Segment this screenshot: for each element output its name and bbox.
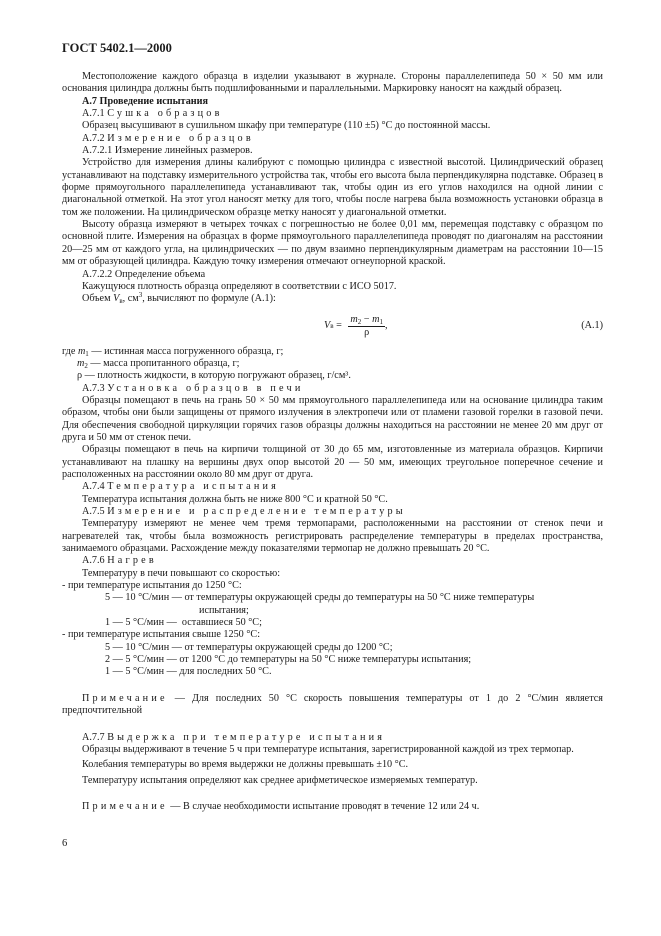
subsection-heading	[62, 383, 603, 395]
text: где	[62, 345, 78, 357]
section-title: Установка образцов в печи	[107, 382, 304, 394]
text: , вычисляют по формуле (А.1):	[142, 293, 276, 305]
note-text: — В случае необходимости испытание проводят в течение 12 или 24 ч.	[167, 800, 480, 812]
symbol: m	[350, 313, 358, 325]
subscript: 1	[379, 317, 383, 326]
subsection-heading	[62, 506, 603, 518]
text: — плотность жидкости, в которую погружают образец, г/см³.	[82, 370, 351, 382]
subscript: 1	[85, 349, 89, 358]
formula-number: (А.1)	[581, 319, 603, 331]
paragraph: Образец высушивают в сушильном шкафу при температуре (110 ±5) °С до постоянной массы.	[82, 120, 491, 132]
text: — истинная масса погруженного образца, г;	[88, 345, 284, 357]
note-label: Примечание	[82, 800, 168, 812]
list-item: - при температуре испытания свыше 1250 °С:	[62, 629, 261, 641]
paragraph: Образцы выдерживают в течение 5 ч при температуре испытания, зарегистрированной каждой из трех термопар.	[82, 743, 574, 755]
section-number: А.7.4	[82, 481, 105, 493]
minus: −	[361, 313, 373, 325]
section-title: Нагрев	[107, 555, 157, 567]
comma: ,	[384, 319, 388, 331]
subsection-heading	[62, 732, 603, 744]
symbol: V	[113, 293, 120, 305]
list-subitem: 5 — 10 °С/мин — от температуры окружающей среды до температуры на 50 °С ниже температуры	[105, 592, 535, 604]
document-header: ГОСТ 5402.1—2000	[62, 41, 172, 55]
text: — масса пропитанного образца, г;	[87, 357, 240, 369]
denominator: ρ	[364, 326, 370, 338]
numerator	[348, 314, 385, 327]
symbol: ρ	[77, 370, 83, 382]
paragraph: Температуру измеряют не менее чем тремя термопарами, расположенными на расстоянии от стенок печи и нагревателей так, чтобы была возможность регистрировать распределение температуры в пределах пространства, занимаемого образцами. Расхождение между показателями термопар не должно превышать 20 °С.	[62, 518, 603, 555]
equals: =	[333, 319, 345, 331]
subscript: 2	[84, 361, 88, 370]
section-title: Температура испытания	[107, 481, 280, 493]
text: Объем	[82, 293, 114, 305]
list-subitem: 1 — 5 °С/мин — для последних 50 °С.	[105, 666, 272, 678]
section-title: Выдержка при температуре испытания	[107, 731, 386, 743]
section-number: А.7.1	[82, 108, 105, 120]
volume-paragraph	[62, 293, 603, 305]
paragraph: Устройство для измерения длины калибруют с помощью цилиндра с известной высотой. Цилиндрический образец устанавливают на подставку измерительного устройства так, чтобы его высота была перпендикулярна подставке. Образец в форме прямоугольного параллелепипеда устанавливают так, чтобы один из его углов находился на одной линии с диагональной отметкой. На этот угол наносят метку для того, чтобы после нагрева была возможность установки образца в том же положении. На цилиндрическом образце метку наносят у диагональной отметки.	[62, 157, 603, 218]
subsection-heading	[62, 108, 603, 120]
subscript: 2	[357, 317, 362, 326]
section-number: А.7.3	[82, 382, 105, 394]
symbol: m	[77, 357, 85, 369]
fraction	[348, 314, 385, 339]
list-subitem: 5 — 10 °С/мин — от температуры окружающей среды до 1200 °С;	[105, 641, 393, 653]
list-subitem: 2 — 5 °С/мин — от 1200 °С до температуры на 50 °С ниже температуры испытания;	[105, 654, 472, 666]
where-item	[62, 358, 603, 370]
subsection-heading	[62, 555, 603, 567]
subsection-heading	[62, 481, 603, 493]
section-number: А.7.2	[82, 132, 105, 144]
section-title: Измерение образцов	[107, 132, 254, 144]
superscript: 3	[138, 291, 143, 300]
section-number: А.7.6	[82, 555, 105, 567]
note-text: — Для последних 50 °С скорость повышения температуры от 1 до 2 °С/мин является предпочтительной	[62, 692, 603, 717]
symbol: m	[372, 313, 380, 325]
text: , см	[122, 293, 139, 305]
section-title: Сушка образцов	[107, 108, 223, 120]
paragraph: Образцы помещают в печь на грань 50 × 50 мм прямоугольного параллелепипеда или на основание цилиндра таким образом, чтобы они были защищены от прямого излучения в электропечи или от пламени газовой горелки в газовой печи. Для обеспечения свободной циркуляции горячих газов образцы должны находиться на расстоянии не менее 20 мм друг от друга и 50 мм от стенок печи.	[62, 394, 603, 443]
subsection-heading	[62, 133, 603, 145]
list-subitem-continuation: испытания;	[199, 604, 249, 616]
formula-lhs: V	[324, 319, 331, 331]
where-item	[62, 346, 603, 358]
paragraph: Колебания температуры во время выдержки не должны превышать ±10 °С.	[82, 759, 409, 771]
list-subitem: 1 — 5 °С/мин — оставшиеся 50 °С;	[105, 617, 262, 629]
paragraph: А.7.2.2 Определение объема	[82, 268, 206, 280]
symbol: m	[77, 345, 86, 357]
where-item	[62, 370, 603, 382]
page-number: 6	[62, 838, 68, 849]
paragraph: Температуру испытания определяют как среднее арифметическое измеряемых температур.	[82, 774, 478, 786]
section-number: А.7.7	[82, 731, 105, 743]
paragraph: А.7.2.1 Измерение линейных размеров.	[82, 145, 253, 157]
document-body	[62, 71, 603, 813]
note	[62, 801, 603, 813]
paragraph: Местоположение каждого образца в изделии указывают в журнале. Стороны параллелепипеда 50 × 50 мм или основания цилиндра должны быть подшлифованными и параллельными. Маркировку наносят на каждый образец.	[62, 71, 603, 95]
note	[62, 693, 603, 718]
paragraph: Кажущуюся плотность образца определяют в соответствии с ИСО 5017.	[82, 280, 397, 292]
formula-expression: V в = $\frac{m_2 - m_1}{\rho}$ ,	[324, 313, 388, 338]
list-item: - при температуре испытания до 1250 °С:	[62, 580, 242, 592]
paragraph: Высоту образца измеряют в четырех точках с погрешностью не более 0,01 мм, перемещая подставку с образцом по основной плите. Измерения на образцах в форме прямоугольного параллелепипеда проводят по диагоналям на расстоянии 20—25 мм от каждого угла, на цилиндрических — по двум взаимно перпендикулярным диаметрам на расстоянии 10—15 мм от образующей цилиндра. Каждую точку измерения отмечают огнеупорной краской.	[62, 219, 603, 268]
note-label: Примечание	[82, 692, 168, 704]
formula-a1	[62, 312, 603, 342]
section-title: Измерение и распределение температуры	[107, 506, 406, 517]
subscript: в	[119, 297, 123, 306]
paragraph: Температуру в печи повышают со скоростью:	[82, 567, 281, 579]
paragraph: Образцы помещают в печь на кирпичи толщиной от 30 до 65 мм, изготовленные из материала образцов. Кирпичи устанавливают на плашку на вершины двух опор высотой 20 — 50 мм, имеющих треугольное поперечное сечение и расположенных на расстоянии около 80 мм друг от друга.	[62, 444, 603, 480]
section-number: А.7.5	[82, 506, 105, 517]
section-heading: А.7 Проведение испытания	[82, 95, 209, 107]
paragraph: Температура испытания должна быть не ниже 800 °С и кратной 50 °С.	[82, 493, 388, 505]
